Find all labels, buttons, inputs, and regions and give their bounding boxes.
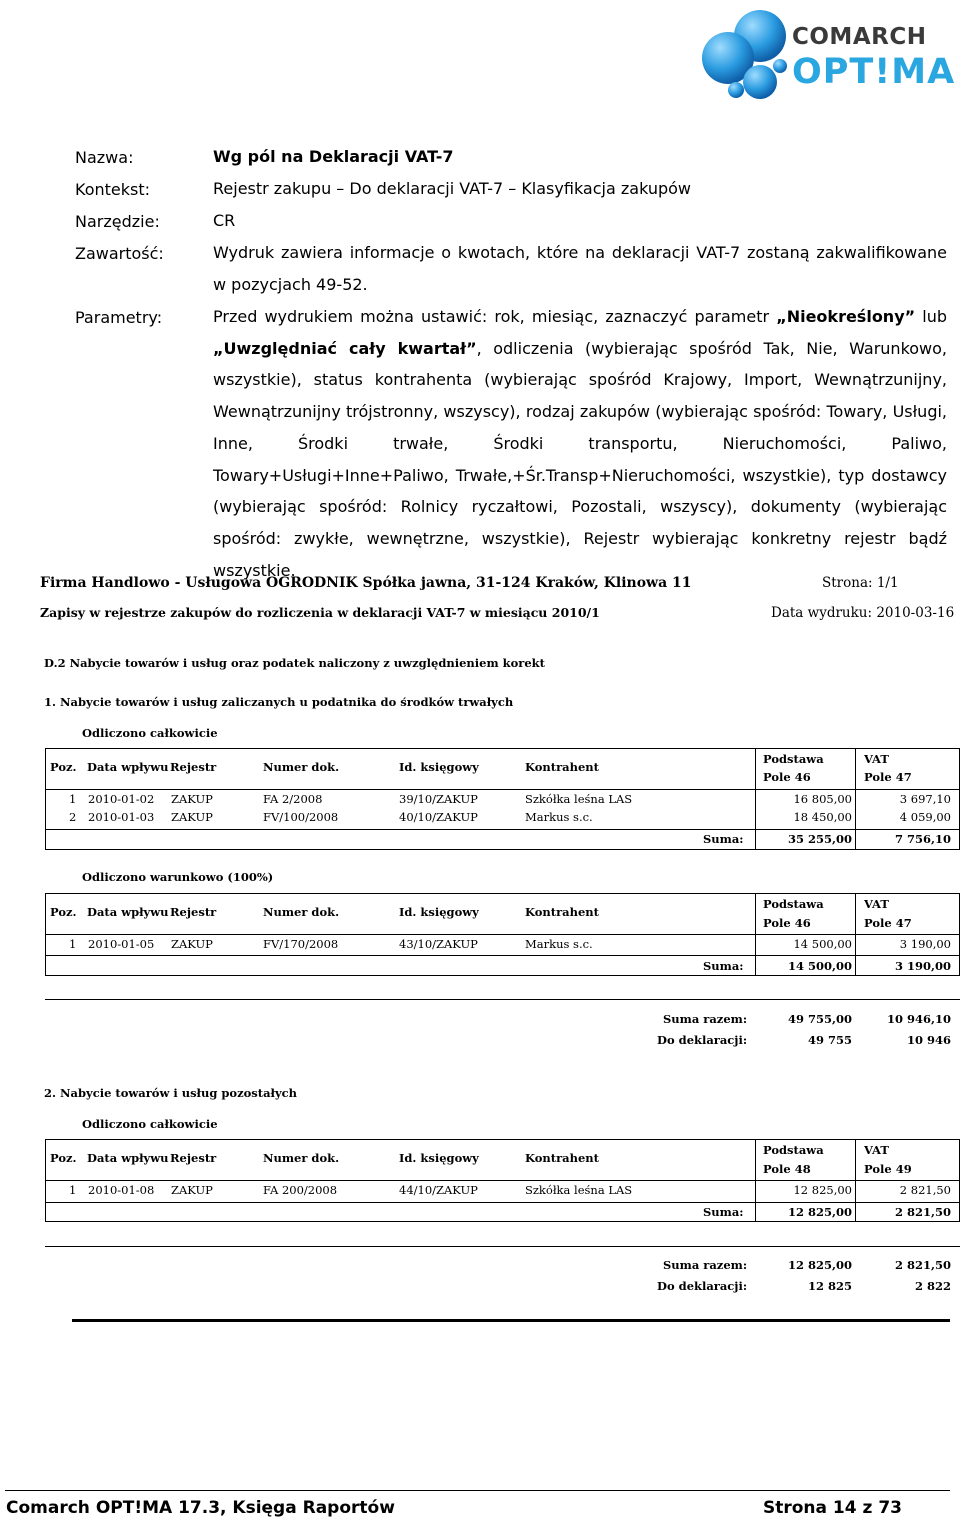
logo-bubbles-icon [700, 6, 792, 106]
cell-podstawa: 12 825,00 [793, 1183, 852, 1197]
col-pole-a: Pole 48 [763, 1162, 811, 1176]
tool-value: CR [213, 211, 236, 230]
cell-podstawa: 16 805,00 [793, 792, 852, 806]
col-kontrahent: Kontrahent [525, 1151, 599, 1165]
sum-label: Suma: [703, 832, 744, 846]
group2-title: 2. Nabycie towarów i usług pozostałych [44, 1086, 298, 1100]
sum-podstawa: 12 825,00 [787, 1205, 852, 1219]
cell-kontrahent: Szkółka leśna LAS [525, 1183, 633, 1197]
sum-podstawa: 14 500,00 [787, 959, 852, 973]
cell-ksiegowy: 43/10/ZAKUP [399, 937, 478, 951]
col-vat: VAT [864, 897, 889, 911]
col-date: Data wpływu [87, 760, 169, 774]
name-label: Nazwa: [75, 148, 134, 167]
table-divider [45, 934, 960, 935]
col-date: Data wpływu [87, 905, 169, 919]
col-pole-a: Pole 46 [763, 916, 811, 930]
table-divider [45, 789, 960, 790]
g1-block1-title: Odliczono całkowicie [82, 726, 218, 740]
table-col-divider [855, 748, 856, 850]
report-company: Firma Handlowo - Usługowa OGRODNIK Spółka jawna, 31-124 Kraków, Klinowa 11 [40, 575, 692, 591]
cell-date: 2010-01-03 [88, 810, 155, 824]
params-text-3: , odliczenia (wybierając spośród Tak, Nie, Warunkowo, wszystkie), status kontrahenta (wybierając spośród Krajowy, Import, Wewnątrzunijny, Wewnątrzunijny trójstronny, wszyscy), rodzaj zakupów (wybierając spośród: Towary, Usługi, Inne, Środki trwałe, Środki transportu, Nieruchomości, Paliwo, Towary+Usługi+Inne+Paliwo, Trwałe,+Śr.Transp+Nieruchomości, wszystkie), typ dostawcy (wybierając spośród: Rolnicy ryczałtowi, Pozostali, wszyscy), dokumenty (wybierając spośród: zwykłe, wewnętrzne, wszystkie), Rejestr wybierając konkretny rejestr bądź wszystkie. [213, 338, 948, 580]
table-col-divider [755, 1139, 756, 1222]
params-text-2: lub [915, 307, 947, 326]
footer-rule [5, 1490, 950, 1491]
group-separator [45, 999, 960, 1000]
table-col-divider [855, 893, 856, 976]
group-separator [45, 1246, 960, 1247]
col-rejestr: Rejestr [170, 905, 217, 919]
sum-podstawa: 35 255,00 [787, 832, 852, 846]
tool-label: Narzędzie: [75, 212, 160, 231]
cell-ksiegowy: 40/10/ZAKUP [399, 810, 478, 824]
cell-poz: 1 [69, 1183, 77, 1197]
col-kontrahent: Kontrahent [525, 760, 599, 774]
table-divider [45, 955, 960, 956]
params-value [213, 301, 947, 586]
g2-block1-title: Odliczono całkowicie [82, 1117, 218, 1131]
cell-rejestr: ZAKUP [171, 937, 213, 951]
cell-podstawa: 14 500,00 [793, 937, 852, 951]
col-vat: VAT [864, 752, 889, 766]
g2-dekl-podstawa: 12 825 [807, 1279, 852, 1293]
cell-ksiegowy: 44/10/ZAKUP [399, 1183, 478, 1197]
col-vat: VAT [864, 1143, 889, 1157]
cell-numer: FV/170/2008 [263, 937, 339, 951]
params-bold-2: „Uwzględniać cały kwartał” [213, 338, 477, 358]
cell-poz: 2 [69, 810, 77, 824]
report-print-date: Data wydruku: 2010-03-16 [771, 605, 955, 621]
sum-label: Suma: [703, 959, 744, 973]
g1-dekl-podstawa: 49 755 [807, 1033, 852, 1047]
g1-block2-title: Odliczono warunkowo (100%) [82, 870, 274, 884]
col-ksiegowy: Id. księgowy [399, 905, 479, 919]
cell-vat: 2 821,50 [899, 1183, 951, 1197]
g1-razem-vat: 10 946,10 [886, 1012, 951, 1026]
table-divider [45, 829, 960, 830]
col-pole-b: Pole 49 [864, 1162, 912, 1176]
table-divider [45, 1180, 960, 1181]
logo-text-optima: OPT!MA [792, 52, 956, 92]
col-ksiegowy: Id. księgowy [399, 760, 479, 774]
content-value: Wydruk zawiera informacje o kwotach, które na deklaracji VAT-7 zostaną zakwalifikowane w pozycjach 49-52. [213, 243, 947, 294]
sum-label: Suma: [703, 1205, 744, 1219]
sum-vat: 7 756,10 [894, 832, 951, 846]
col-rejestr: Rejestr [170, 760, 217, 774]
col-podstawa: Podstawa [763, 752, 824, 766]
col-podstawa: Podstawa [763, 1143, 824, 1157]
cell-numer: FA 200/2008 [263, 1183, 338, 1197]
params-label: Parametry: [75, 308, 163, 327]
report-page: Strona: 1/1 [822, 575, 899, 591]
do-deklaracji-label: Do deklaracji: [657, 1279, 748, 1293]
cell-date: 2010-01-08 [88, 1183, 155, 1197]
cell-numer: FV/100/2008 [263, 810, 339, 824]
sum-vat: 2 821,50 [894, 1205, 951, 1219]
col-date: Data wpływu [87, 1151, 169, 1165]
col-ksiegowy: Id. księgowy [399, 1151, 479, 1165]
cell-date: 2010-01-05 [88, 937, 155, 951]
g2-razem-podstawa: 12 825,00 [787, 1258, 852, 1272]
cell-ksiegowy: 39/10/ZAKUP [399, 792, 478, 806]
cell-rejestr: ZAKUP [171, 1183, 213, 1197]
col-numer: Numer dok. [263, 905, 340, 919]
g2-dekl-vat: 2 822 [914, 1279, 951, 1293]
g2-razem-vat: 2 821,50 [894, 1258, 951, 1272]
g1-razem-podstawa: 49 755,00 [787, 1012, 852, 1026]
context-label: Kontekst: [75, 180, 151, 199]
logo-text-comarch: COMARCH [792, 24, 927, 50]
col-pole-b: Pole 47 [864, 770, 912, 784]
cell-kontrahent: Markus s.c. [525, 937, 593, 951]
sum-vat: 3 190,00 [894, 959, 951, 973]
table-col-divider [755, 893, 756, 976]
name-value: Wg pól na Deklaracji VAT-7 [213, 147, 454, 166]
cell-kontrahent: Markus s.c. [525, 810, 593, 824]
col-podstawa: Podstawa [763, 897, 824, 911]
col-pole-a: Pole 46 [763, 770, 811, 784]
cell-podstawa: 18 450,00 [793, 810, 852, 824]
cell-poz: 1 [69, 792, 77, 806]
cell-numer: FA 2/2008 [263, 792, 323, 806]
col-numer: Numer dok. [263, 1151, 340, 1165]
suma-razem-label: Suma razem: [663, 1258, 748, 1272]
g1-dekl-vat: 10 946 [906, 1033, 951, 1047]
table-col-divider [755, 748, 756, 850]
cell-vat: 3 697,10 [899, 792, 951, 806]
group1-title: 1. Nabycie towarów i usług zaliczanych u podatnika do środków trwałych [44, 695, 514, 709]
footer-page-number: Strona 14 z 73 [763, 1498, 902, 1518]
report-section: D.2 Nabycie towarów i usług oraz podatek naliczony z uwzględnieniem korekt [44, 656, 545, 670]
table-divider [45, 1202, 960, 1203]
report-subtitle: Zapisy w rejestrze zakupów do rozliczenia w deklaracji VAT-7 w miesiącu 2010/1 [40, 605, 600, 620]
col-kontrahent: Kontrahent [525, 905, 599, 919]
params-text-1: Przed wydrukiem można ustawić: rok, miesiąc, zaznaczyć parametr [213, 307, 777, 326]
col-pole-b: Pole 47 [864, 916, 912, 930]
report-end-rule [72, 1319, 950, 1322]
comarch-optima-logo [700, 6, 956, 106]
col-poz: Poz. [50, 760, 77, 774]
suma-razem-label: Suma razem: [663, 1012, 748, 1026]
col-poz: Poz. [50, 1151, 77, 1165]
col-numer: Numer dok. [263, 760, 340, 774]
do-deklaracji-label: Do deklaracji: [657, 1033, 748, 1047]
col-poz: Poz. [50, 905, 77, 919]
context-value: Rejestr zakupu – Do deklaracji VAT-7 – Klasyfikacja zakupów [213, 179, 692, 198]
cell-vat: 3 190,00 [899, 937, 951, 951]
cell-rejestr: ZAKUP [171, 792, 213, 806]
cell-date: 2010-01-02 [88, 792, 155, 806]
params-bold-1: „Nieokreślony” [776, 307, 916, 326]
table-col-divider [855, 1139, 856, 1222]
cell-poz: 1 [69, 937, 77, 951]
cell-vat: 4 059,00 [899, 810, 951, 824]
content-label: Zawartość: [75, 244, 164, 263]
col-rejestr: Rejestr [170, 1151, 217, 1165]
cell-kontrahent: Szkółka leśna LAS [525, 792, 633, 806]
footer-title: Comarch OPT!MA 17.3, Księga Raportów [6, 1498, 395, 1518]
cell-rejestr: ZAKUP [171, 810, 213, 824]
